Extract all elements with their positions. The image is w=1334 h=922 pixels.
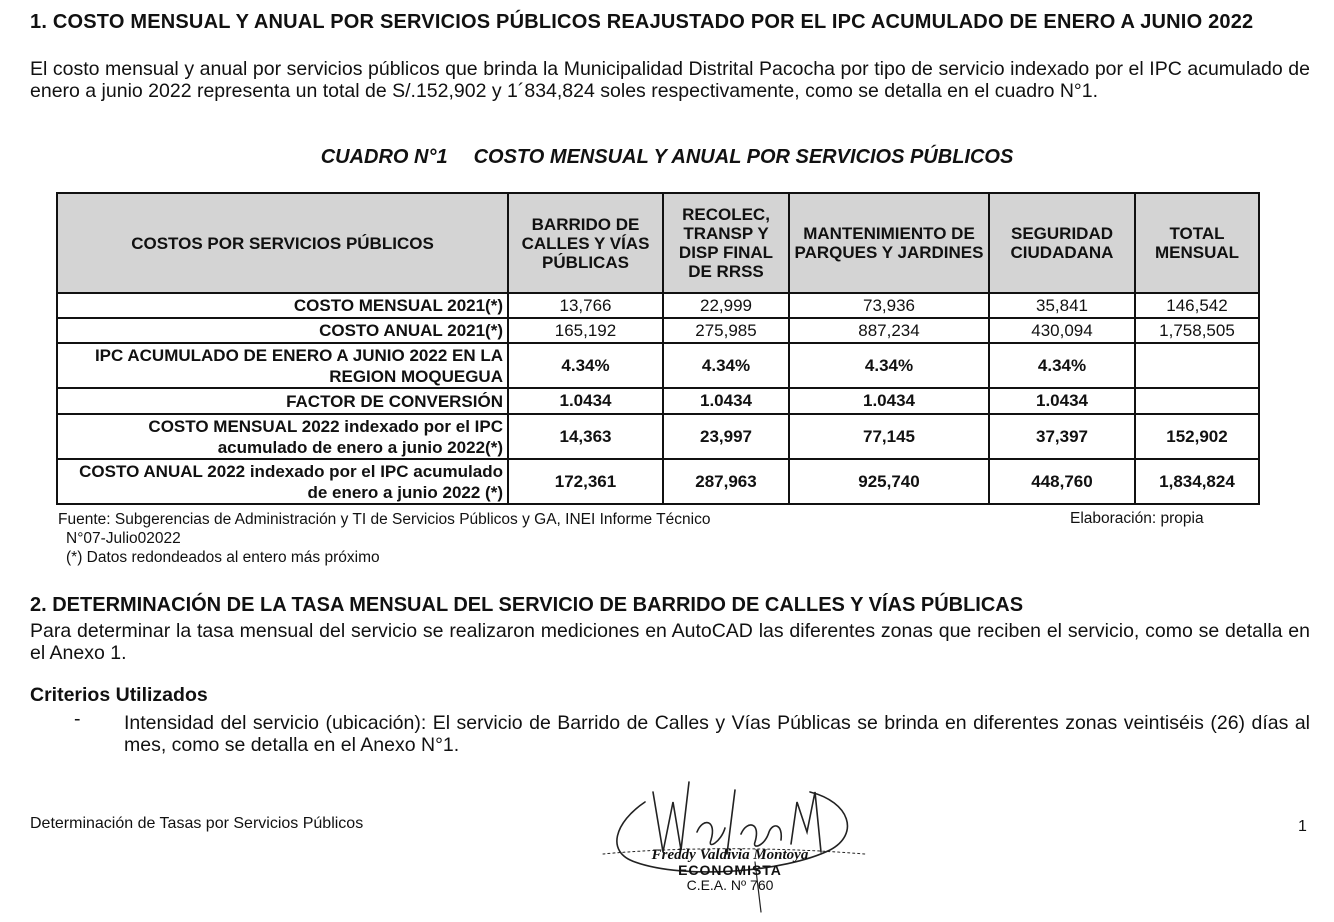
table-row: [57, 318, 1259, 343]
table-cell: 1.0434: [989, 388, 1135, 414]
table-row: [57, 293, 1259, 318]
section1-heading: 1. COSTO MENSUAL Y ANUAL POR SERVICIOS PÚBLICOS REAJUSTADO POR EL IPC ACUMULADO DE ENERO A JUNIO 2022: [30, 11, 1254, 33]
table-cell: 4.34%: [989, 343, 1135, 388]
criteria-bullet: Intensidad del servicio (ubicación): El servicio de Barrido de Calles y Vías Públicas se brinda en diferentes zonas veintiséis (26) días al mes, como se detalla en el Anexo N°1.: [124, 712, 1310, 756]
table-cell: 4.34%: [663, 343, 789, 388]
table-cell: 14,363: [508, 414, 663, 459]
row-label: COSTO MENSUAL 2021(*): [57, 293, 508, 318]
header-mantenimiento: MANTENIMIENTO DE PARQUES Y JARDINES: [789, 193, 989, 293]
header-barrido: BARRIDO DE CALLES Y VÍAS PÚBLICAS: [508, 193, 663, 293]
table-title-number: CUADRO N°1: [320, 146, 448, 168]
section2-paragraph: Para determinar la tasa mensual del servicio se realizaron mediciones en AutoCAD las diferentes zonas que reciben el servicio, como se detalla en el Anexo 1.: [30, 620, 1310, 664]
header-total: TOTAL MENSUAL: [1135, 193, 1259, 293]
table-title: [0, 146, 1334, 169]
signature-role: ECONOMISTA: [678, 862, 782, 878]
table-cell: 925,740: [789, 459, 989, 504]
signature-block: [585, 848, 875, 893]
table-cell: 1,834,824: [1135, 459, 1259, 504]
table-cell: 448,760: [989, 459, 1135, 504]
table-cell: 35,841: [989, 293, 1135, 318]
row-label: COSTO ANUAL 2022 indexado por el IPC acumulado de enero a junio 2022 (*): [57, 459, 508, 504]
row-label: COSTO ANUAL 2021(*): [57, 318, 508, 343]
table-cell: 287,963: [663, 459, 789, 504]
table-cell: 77,145: [789, 414, 989, 459]
table-cell: 37,397: [989, 414, 1135, 459]
table-cell: [1135, 388, 1259, 414]
handwritten-signature: [585, 762, 875, 922]
table-row: [57, 459, 1259, 504]
table-title-text: COSTO MENSUAL Y ANUAL POR SERVICIOS PÚBLICOS: [473, 146, 1014, 168]
table-cell: 887,234: [789, 318, 989, 343]
table-cell: 1.0434: [663, 388, 789, 414]
table-row: [57, 388, 1259, 414]
table-cell: 430,094: [989, 318, 1135, 343]
page-number: 1: [1298, 818, 1307, 835]
signature-registry: C.E.A. Nº 760: [686, 877, 774, 893]
row-label: FACTOR DE CONVERSIÓN: [57, 388, 508, 414]
row-label: COSTO MENSUAL 2022 indexado por el IPC acumulado de enero a junio 2022(*): [57, 414, 508, 459]
source-line2: N°07-Julio02022: [66, 530, 181, 547]
header-seguridad: SEGURIDAD CIUDADANA: [989, 193, 1135, 293]
table-credit: Elaboración: propia: [1070, 510, 1204, 527]
table-cell: 1.0434: [789, 388, 989, 414]
table-cell: 73,936: [789, 293, 989, 318]
table-cell: 4.34%: [508, 343, 663, 388]
table-cell: 152,902: [1135, 414, 1259, 459]
table-cell: 4.34%: [789, 343, 989, 388]
section1-paragraph: El costo mensual y anual por servicios públicos que brinda la Municipalidad Distrital Pacocha por tipo de servicio indexado por el IPC acumulado de enero a junio 2022 representa un total de S/.152,902 y 1´834,824 soles respectivamente, como se detalla en el cuadro N°1.: [30, 58, 1310, 102]
table-cell: 146,542: [1135, 293, 1259, 318]
table-cell: 172,361: [508, 459, 663, 504]
table-header-row: [57, 193, 1259, 293]
table-row: [57, 414, 1259, 459]
table-cell: 22,999: [663, 293, 789, 318]
table-cell: 23,997: [663, 414, 789, 459]
bullet-dash: -: [74, 708, 81, 730]
table-source: [58, 510, 710, 548]
table-cell: 1,758,505: [1135, 318, 1259, 343]
table-cell: 165,192: [508, 318, 663, 343]
table-row: [57, 343, 1259, 388]
table-cell: 275,985: [663, 318, 789, 343]
table-cell: [1135, 343, 1259, 388]
header-recolec: RECOLEC, TRANSP Y DISP FINAL DE RRSS: [663, 193, 789, 293]
cost-table: [56, 192, 1260, 505]
footer-title: Determinación de Tasas por Servicios Públicos: [30, 815, 364, 832]
row-label: IPC ACUMULADO DE ENERO A JUNIO 2022 EN LA REGION MOQUEGUA: [57, 343, 508, 388]
section2-heading: 2. DETERMINACIÓN DE LA TASA MENSUAL DEL SERVICIO DE BARRIDO DE CALLES Y VÍAS PÚBLICAS: [30, 594, 1024, 616]
header-costos: COSTOS POR SERVICIOS PÚBLICOS: [57, 193, 508, 293]
table-note: (*) Datos redondeados al entero más próximo: [66, 549, 380, 566]
table-cell: 13,766: [508, 293, 663, 318]
criteria-heading: Criterios Utilizados: [30, 684, 208, 706]
signature-name: Freddy Valdivia Montoya: [651, 847, 809, 863]
source-line1: Fuente: Subgerencias de Administración y TI de Servicios Públicos y GA, INEI Informe Técnico: [58, 511, 711, 528]
table-cell: 1.0434: [508, 388, 663, 414]
